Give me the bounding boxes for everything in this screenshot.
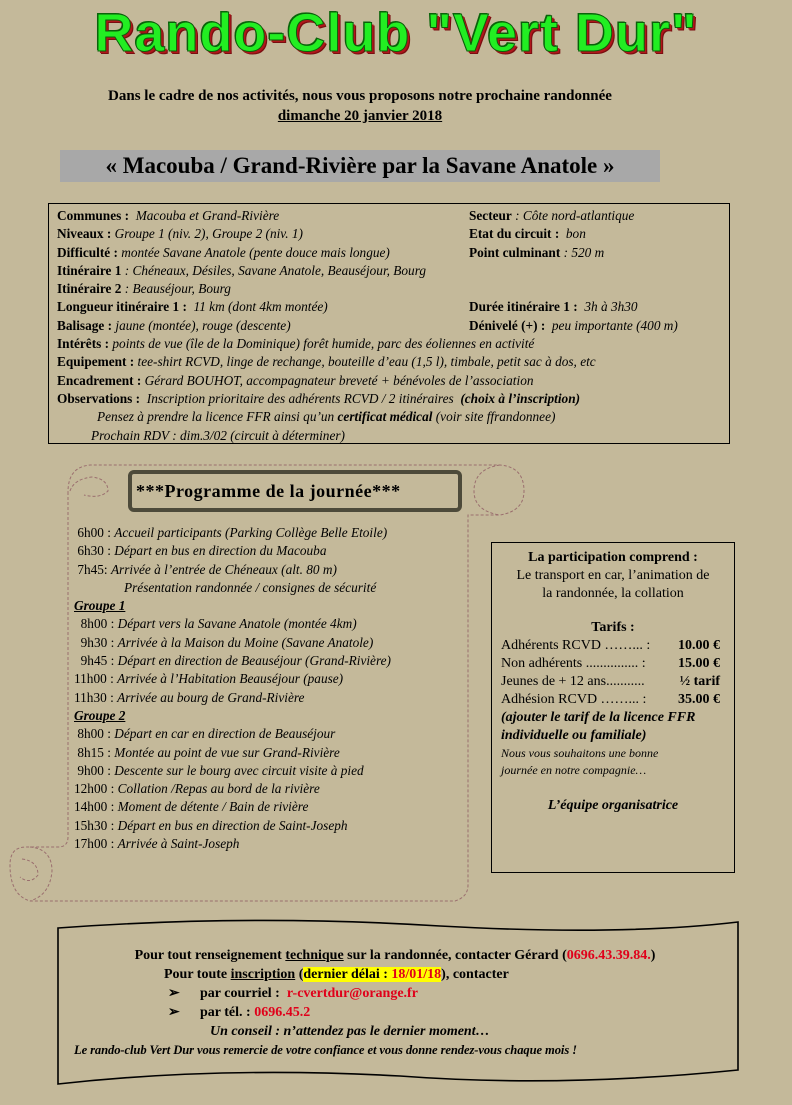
deadline-label: dernier délai : xyxy=(303,967,388,982)
info-row-encadrement xyxy=(57,372,729,390)
encadrement-value: Gérard BOUHOT, accompagnateur breveté + bénévoles de l’association xyxy=(144,372,534,388)
group2-label: Groupe 2 xyxy=(74,707,126,723)
contact-inscription: inscription xyxy=(230,967,296,982)
balisage-value: jaune (montée), rouge (descente) xyxy=(115,317,291,333)
contact-email-line xyxy=(60,984,730,1003)
program-text: Moment de détente / Bain de rivière xyxy=(117,799,309,815)
denivele-label: Dénivelé (+) : xyxy=(469,317,546,333)
signature: L’équipe organisatrice xyxy=(547,798,679,813)
tarif-row xyxy=(492,673,734,691)
program-line: 9h45 : Départ en direction de Beauséjour (Grand-Rivière) xyxy=(80,653,391,669)
intro-line: Dans le cadre de nos activités, nous vous proposons notre prochaine randonnée xyxy=(108,88,612,104)
program-text: Montée au point de vue sur Grand-Rivière xyxy=(114,744,340,760)
info-row-observations xyxy=(57,390,729,408)
arrow-bullet-icon: ➢ xyxy=(168,1005,180,1020)
info-row-equipement xyxy=(57,353,729,371)
program-line: 15h30 : Départ en bus en direction de Saint-Joseph xyxy=(74,817,348,833)
program-time: 8h00 xyxy=(77,726,104,742)
itin1-label: Itinéraire 1 xyxy=(57,262,122,278)
program-text: Descente sur le bourg avec circuit visite à pied xyxy=(114,762,364,778)
program-text: Départ en bus en direction du Macouba xyxy=(114,543,327,559)
secteur-value: : Côte nord-atlantique xyxy=(515,208,635,223)
tarif-label: Jeunes de + 12 ans........... xyxy=(501,674,645,689)
licence-note-2: individuelle ou familiale) xyxy=(501,728,647,743)
contact-text: Pour tout renseignement xyxy=(134,948,282,963)
deadline-highlight xyxy=(303,967,441,982)
balisage-label: Balisage : xyxy=(57,317,113,333)
program-line: 17h00 : Arrivée à Saint-Joseph xyxy=(74,836,240,852)
difficulte-value: montée Savane Anatole (pente douce mais longue) xyxy=(121,244,390,260)
contact-line-1 xyxy=(60,946,730,965)
program-line xyxy=(74,579,391,597)
tarif-value: 15.00 € xyxy=(678,656,720,671)
interets-label: Intérêts : xyxy=(57,336,110,352)
denivele-value: peu importante (400 m) xyxy=(551,317,678,333)
contact-text: sur la randonnée, contacter Gérard ( xyxy=(347,948,567,963)
program-time: 12h00 xyxy=(74,781,108,797)
participation-box xyxy=(491,542,735,873)
contact-text: Pour toute xyxy=(164,967,228,982)
communes-value: Macouba et Grand-Rivière xyxy=(135,208,280,223)
tarif-value: ½ tarif xyxy=(679,674,720,689)
equipement-label: Equipement : xyxy=(57,354,135,370)
secteur-label: Secteur xyxy=(469,208,512,223)
point-label: Point culminant xyxy=(469,244,561,260)
deadline-date: 18/01/18 xyxy=(391,967,442,982)
equipement-value: tee-shirt RCVD, linge de rechange, bouteille d’eau (1,5 l), timbale, petit sac à dos, etc xyxy=(137,354,596,370)
program-text: Arrivée à la Maison du Moine (Savane Anatole) xyxy=(117,634,374,650)
tarif-row xyxy=(492,637,734,655)
program-line: 9h30 : Arrivée à la Maison du Moine (Savane Anatole) xyxy=(80,634,374,650)
info-row-itin1 xyxy=(57,262,729,280)
info-row-communes xyxy=(57,207,729,225)
prochain-rdv: Prochain RDV : dim.3/02 (circuit à déterminer) xyxy=(91,427,345,443)
tarifs-title: Tarifs : xyxy=(591,620,635,635)
program-line: 14h00 : Moment de détente / Bain de rivière xyxy=(74,799,309,815)
encadrement-label: Encadrement : xyxy=(57,372,142,388)
program-time: 15h30 xyxy=(74,817,108,833)
group1-label: Groupe 1 xyxy=(74,598,126,614)
communes-label: Communes : xyxy=(57,208,130,223)
observations-label: Observations : xyxy=(57,390,141,406)
program-text: Arrivée à l’entrée de Chéneaux (alt. 80 m) xyxy=(110,561,337,577)
point-value: : 520 m xyxy=(563,244,605,260)
contact-technique: technique xyxy=(285,948,344,963)
participation-title: La participation comprend : xyxy=(528,550,698,565)
program-time: 9h30 xyxy=(80,634,108,650)
etat-label: Etat du circuit : xyxy=(469,226,560,242)
itin2-label: Itinéraire 2 xyxy=(57,281,122,297)
program-text: Arrivée à Saint-Joseph xyxy=(117,836,240,852)
info-row-interets xyxy=(57,335,729,353)
longueur-label: Longueur itinéraire 1 : xyxy=(57,299,187,315)
tel-label: par tél. : xyxy=(200,1005,251,1020)
licence-note xyxy=(492,709,734,745)
program-line: 9h00 : Descente sur le bourg avec circuit visite à pied xyxy=(77,762,364,778)
intro xyxy=(0,86,720,126)
observations-bold: (choix à l’inscription) xyxy=(460,390,581,406)
etat-value: bon xyxy=(565,226,586,242)
thanks: Le rando-club Vert Dur vous remercie de votre confiance et vous donne rendez-vous chaque mois ! xyxy=(74,1043,577,1057)
program-line: 8h00 : Départ en car en direction de Beauséjour xyxy=(77,726,336,742)
program-time: 17h00 xyxy=(74,836,108,852)
program-text: Départ en car en direction de Beauséjour xyxy=(114,726,336,742)
niveaux-value: Groupe 1 (niv. 2), Groupe 2 (niv. 1) xyxy=(114,226,303,242)
info-row-itin2 xyxy=(57,280,729,298)
tarif-label: Non adhérents ............... : xyxy=(501,656,646,671)
hike-date: dimanche 20 janvier 2018 xyxy=(277,108,443,124)
arrow-bullet-icon: ➢ xyxy=(168,986,180,1001)
tarif-label: Adhérents RCVD ……... : xyxy=(501,638,651,653)
wish-2: journée en notre compagnie… xyxy=(501,763,647,777)
info-row-difficulte xyxy=(57,244,729,262)
program-time: 11h00 xyxy=(74,671,107,687)
program-line: 12h00 : Collation /Repas au bord de la rivière xyxy=(74,781,320,797)
program-line: 11h30 : Arrivée au bourg de Grand-Rivière xyxy=(74,689,305,705)
info-row-prochain xyxy=(57,427,729,445)
info-row-niveaux xyxy=(57,225,729,243)
contact-text: contacter xyxy=(452,967,509,982)
niveaux-label: Niveaux : xyxy=(57,226,112,242)
club-title: Rando-Club "Vert Dur" xyxy=(94,3,698,63)
program-text: Départ en direction de Beauséjour (Grand-Rivière) xyxy=(117,653,391,669)
program-line: 8h00 : Départ vers la Savane Anatole (montée 4km) xyxy=(80,616,357,632)
contact-line-2: Pour toute inscription (dernier délai : 18/01/18), contacter xyxy=(164,967,509,982)
itin2-value: : Beauséjour, Bourg xyxy=(124,281,231,297)
program-text: Accueil participants (Parking Collège Belle Etoile) xyxy=(114,525,388,540)
tarif-row xyxy=(492,691,734,709)
tarif-label: Adhésion RCVD ……... : xyxy=(501,692,647,707)
program-text: Arrivée à l’Habitation Beauséjour (pause) xyxy=(117,671,344,687)
tarif-value: 35.00 € xyxy=(678,692,720,707)
program-time: 8h15 xyxy=(77,744,104,760)
program-line: 6h30 : Départ en bus en direction du Macouba xyxy=(74,543,327,559)
email-link[interactable]: r-cvertdur@orange.fr xyxy=(286,986,418,1001)
program-line: 8h15 : Montée au point de vue sur Grand-Rivière xyxy=(77,744,340,760)
itin1-value: : Chéneaux, Désiles, Savane Anatole, Beauséjour, Bourg xyxy=(124,262,427,278)
phone-gerard[interactable]: 0696.43.39.84. xyxy=(566,948,651,963)
phone-link[interactable]: 0696.45.2 xyxy=(254,1005,311,1020)
program-title: ***Programme de la journée*** xyxy=(128,470,462,512)
contact-section xyxy=(60,946,730,1060)
program-time: 14h00 xyxy=(74,799,108,815)
program-time: 11h30 xyxy=(74,689,107,705)
longueur-value: 11 km (dont 4km montée) xyxy=(193,299,328,315)
program-time: 8h00 xyxy=(80,616,108,632)
participation-line1: Le transport en car, l’animation de xyxy=(516,568,710,583)
observations-value: Inscription prioritaire des adhérents RCVD / 2 itinéraires xyxy=(146,390,454,406)
info-row-balisage xyxy=(57,317,729,335)
contact-text: ) xyxy=(650,948,656,963)
tarif-row xyxy=(492,655,734,673)
program-time: 9h45 xyxy=(80,653,108,669)
licence-post: (voir site ffrandonnee) xyxy=(435,409,556,425)
program-text: Collation /Repas au bord de la rivière xyxy=(117,781,320,797)
hike-info-box xyxy=(48,203,730,444)
program-line: 6h00 : Accueil participants (Parking Collège Belle Etoile) xyxy=(74,525,388,540)
interets-value: points de vue (île de la Dominique) forêt humide, parc des éoliennes en activité xyxy=(112,336,535,352)
info-row-licence xyxy=(57,408,729,426)
advice: Un conseil : n’attendez pas le dernier moment… xyxy=(210,1024,490,1039)
tarif-value: 10.00 € xyxy=(678,638,720,653)
difficulte-label: Difficulté : xyxy=(57,244,118,260)
program-text: Présentation randonnée / consignes de sécurité xyxy=(124,579,377,595)
program-list xyxy=(74,524,391,853)
licence-note-1: (ajouter le tarif de la licence FFR xyxy=(501,710,696,725)
program-line: 11h00 : Arrivée à l’Habitation Beauséjour (pause) xyxy=(74,671,344,687)
email-label: par courriel : xyxy=(200,986,280,1001)
licence-pre: Pensez à prendre la licence FFR ainsi qu’un xyxy=(97,409,335,425)
licence-bold: certificat médical xyxy=(337,409,433,425)
wish-1: Nous vous souhaitons une bonne xyxy=(501,746,659,760)
program-text: Départ en bus en direction de Saint-Joseph xyxy=(117,817,348,833)
participation-line2: la randonnée, la collation xyxy=(542,586,684,601)
duree-label: Durée itinéraire 1 : xyxy=(469,299,578,315)
hike-title: « Macouba / Grand-Rivière par la Savane Anatole » xyxy=(60,150,660,182)
program-line: 7h45: Arrivée à l’entrée de Chéneaux (alt. 80 m) xyxy=(74,561,337,577)
contact-tel-line xyxy=(60,1003,730,1022)
program-text: Arrivée au bourg de Grand-Rivière xyxy=(117,689,305,705)
duree-value: 3h à 3h30 xyxy=(584,299,638,315)
info-row-longueur xyxy=(57,298,729,316)
program-time: 9h00 xyxy=(77,762,104,778)
program-text: Départ vers la Savane Anatole (montée 4km) xyxy=(117,616,357,632)
wish xyxy=(492,745,734,779)
